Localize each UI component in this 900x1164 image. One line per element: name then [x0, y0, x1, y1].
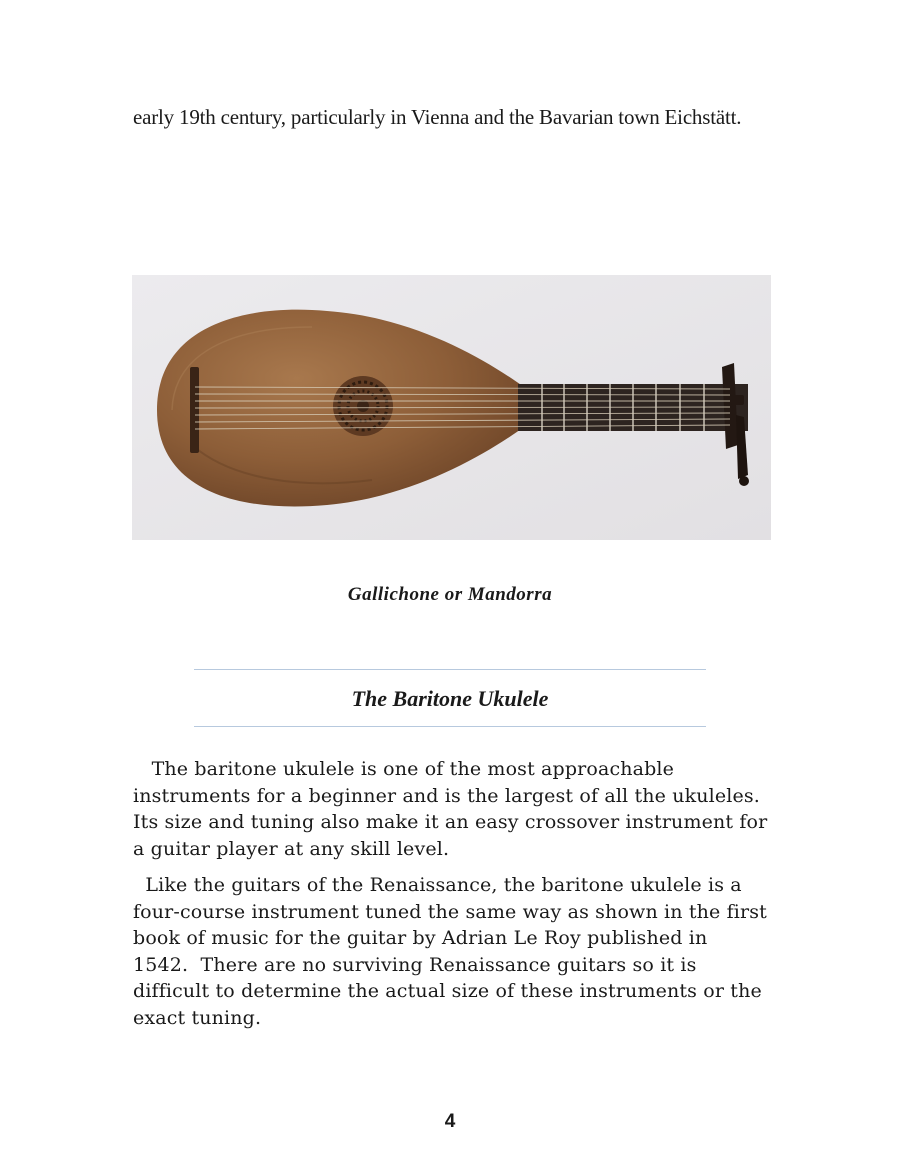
figure-caption: Gallichone or Mandorra — [347, 584, 553, 605]
lute-photo — [132, 275, 771, 540]
page-number: 4 — [444, 1111, 456, 1132]
section-body — [133, 756, 773, 1041]
section-heading: The Baritone Ukulele — [351, 686, 549, 711]
body-paragraph: Like the guitars of the Renaissance, the baritone ukulele is a four-course instrument tuned the same way as shown in the first book of music for the guitar by Adrian Le Roy published in 1542. There are no surviving Renaissance guitars so it is difficult to determine the actual size of these instruments or the exact tuning. — [133, 874, 767, 1029]
heading-rule-top — [194, 669, 706, 670]
heading-rule-bottom — [194, 726, 706, 727]
body-paragraph: The baritone ukulele is one of the most approachable instruments for a beginner and is the largest of all the ukuleles. Its size and tuning also make it an easy crossover instrument for a guitar player at any skill level. — [133, 758, 768, 860]
intro-paragraph: early 19th century, particularly in Vienna and the Bavarian town Eichstätt. — [133, 105, 742, 129]
